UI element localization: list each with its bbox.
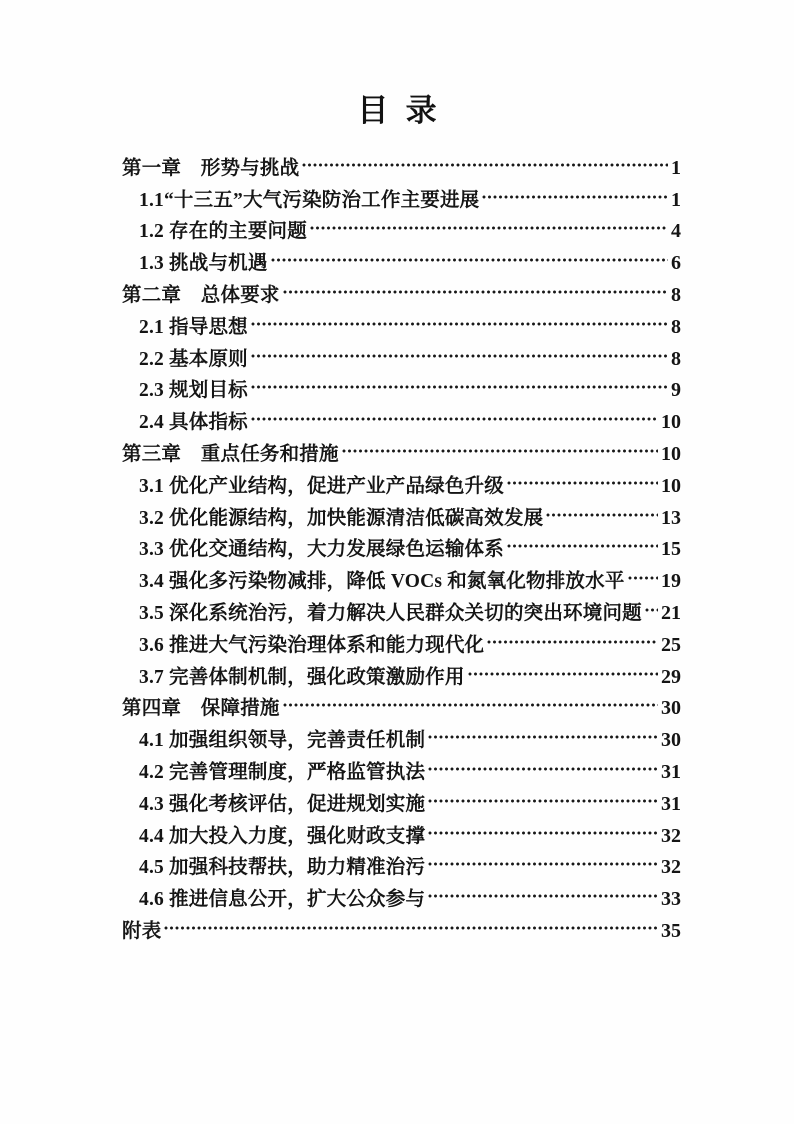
toc-entry-page: 13 <box>661 506 681 529</box>
dot-leader <box>299 142 671 174</box>
dot-leader <box>479 174 671 206</box>
toc-list <box>122 142 681 942</box>
toc-entry-label: 2.3 规划目标 <box>139 380 248 402</box>
toc-entry-label: 2.4 具体指标 <box>139 412 248 434</box>
toc-entry-label: 第一章 形势与挑战 <box>122 157 300 179</box>
dot-leader <box>248 301 671 333</box>
dot-leader <box>280 269 671 301</box>
toc-entry-label: 3.3 优化交通结构，大力发展绿色运输体系 <box>139 539 504 561</box>
toc-entry-label: 3.2 优化能源结构，加快能源清洁低碳高效发展 <box>139 507 544 529</box>
toc-entry-page: 29 <box>661 665 681 688</box>
toc-entry <box>122 905 681 942</box>
toc-entry-label: 4.6 推进信息公开，扩大公众参与 <box>139 889 426 911</box>
dot-leader <box>425 842 661 874</box>
toc-entry-page: 4 <box>671 220 681 243</box>
toc-entry-label: 第三章 重点任务和措施 <box>122 443 339 465</box>
dot-leader <box>339 428 661 460</box>
toc-entry-page: 9 <box>671 379 681 402</box>
toc-entry-page: 35 <box>661 919 681 942</box>
dot-leader <box>484 619 661 651</box>
toc-entry-label: 1.3 挑战与机遇 <box>139 253 268 275</box>
dot-leader <box>161 905 661 937</box>
toc-entry-page: 1 <box>671 188 681 211</box>
toc-entry-page: 31 <box>661 760 681 783</box>
dot-leader <box>425 810 661 842</box>
toc-entry-page: 32 <box>661 856 681 879</box>
toc-entry-label: 3.4 强化多污染物减排，降低 VOCs 和氮氧化物排放水平 <box>139 571 625 593</box>
toc-entry-label: 1.2 存在的主要问题 <box>139 221 307 243</box>
dot-leader <box>268 237 671 269</box>
dot-leader <box>425 746 661 778</box>
toc-entry-label: 2.1 指导思想 <box>139 316 248 338</box>
toc-entry-page: 10 <box>661 411 681 434</box>
toc-entry-label: 3.6 推进大气污染治理体系和能力现代化 <box>139 634 485 656</box>
dot-leader <box>625 555 661 587</box>
dot-leader <box>248 365 671 397</box>
dot-leader <box>504 524 661 556</box>
toc-entry-page: 30 <box>661 729 681 752</box>
toc-entry <box>122 142 681 179</box>
toc-entry-page: 8 <box>671 283 681 306</box>
toc-entry-label: 4.5 加强科技帮扶，助力精准治污 <box>139 857 426 879</box>
toc-entry-label: 1.1“十三五”大气污染防治工作主要进展 <box>139 189 480 211</box>
dot-leader <box>248 396 661 428</box>
toc-entry-page: 31 <box>661 792 681 815</box>
toc-entry-label: 3.1 优化产业结构，促进产业产品绿色升级 <box>139 475 504 497</box>
dot-leader <box>248 333 671 365</box>
toc-entry-page: 32 <box>661 824 681 847</box>
toc-entry-label: 4.4 加大投入力度，强化财政支撑 <box>139 825 426 847</box>
page-title: 目 录 <box>357 93 437 128</box>
dot-leader <box>425 873 661 905</box>
dot-leader <box>642 587 661 619</box>
dot-leader <box>425 714 661 746</box>
toc-entry-page: 25 <box>661 633 681 656</box>
toc-entry-page: 8 <box>671 347 681 370</box>
dot-leader <box>307 206 671 238</box>
toc-entry-page: 21 <box>661 601 681 624</box>
toc-entry-page: 6 <box>671 252 681 275</box>
dot-leader <box>280 683 661 715</box>
toc-entry-page: 8 <box>671 315 681 338</box>
toc-entry-label: 3.7 完善体制机制，强化政策激励作用 <box>139 666 465 688</box>
toc-entry-page: 30 <box>661 697 681 720</box>
toc-entry-page: 33 <box>661 888 681 911</box>
toc-entry-label: 附表 <box>122 920 162 942</box>
toc-entry-page: 19 <box>661 570 681 593</box>
toc-entry-page: 1 <box>671 156 681 179</box>
toc-entry-label: 2.2 基本原则 <box>139 348 248 370</box>
toc-entry-label: 第二章 总体要求 <box>122 284 280 306</box>
toc-entry-label: 第四章 保障措施 <box>122 698 280 720</box>
dot-leader <box>543 492 661 524</box>
toc-entry-label: 4.1 加强组织领导，完善责任机制 <box>139 730 426 752</box>
toc-entry-label: 4.3 强化考核评估，促进规划实施 <box>139 793 426 815</box>
dot-leader <box>465 651 661 683</box>
dot-leader <box>504 460 661 492</box>
toc-entry-label: 4.2 完善管理制度，严格监管执法 <box>139 761 426 783</box>
dot-leader <box>425 778 661 810</box>
toc-entry-label: 3.5 深化系统治污，着力解决人民群众关切的突出环境问题 <box>139 602 642 624</box>
toc-entry-page: 15 <box>661 538 681 561</box>
toc-entry-page: 10 <box>661 442 681 465</box>
toc-entry-page: 10 <box>661 474 681 497</box>
